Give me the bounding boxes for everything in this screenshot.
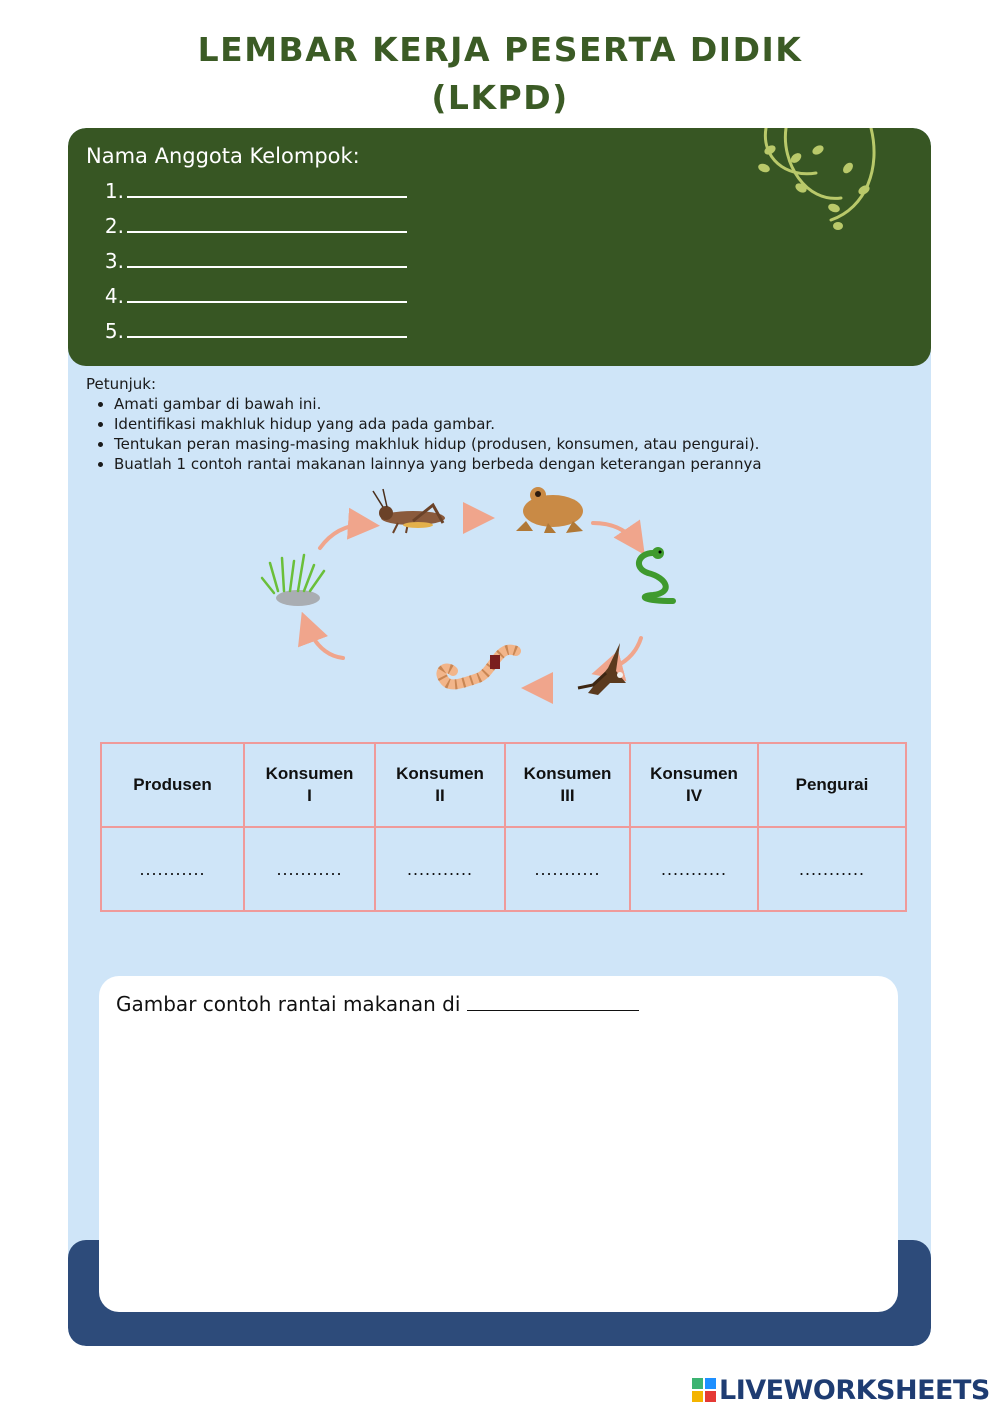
grass-icon bbox=[262, 555, 324, 606]
instructions-heading: Petunjuk: bbox=[86, 375, 157, 393]
answer-cell-konsumen-1[interactable]: ........... bbox=[244, 827, 375, 911]
grasshopper-icon bbox=[373, 489, 445, 533]
arrow-icon bbox=[306, 623, 343, 658]
instruction-item: • Amati gambar di bawah ini. bbox=[114, 394, 762, 414]
frog-icon bbox=[516, 487, 583, 533]
member-line-5 bbox=[98, 319, 418, 343]
table-header-row bbox=[101, 743, 906, 827]
liveworksheets-logo-icon bbox=[692, 1378, 716, 1402]
member-line-3 bbox=[98, 249, 418, 273]
member-number: 3. bbox=[104, 249, 124, 273]
role-table-wrapper bbox=[100, 742, 907, 912]
drawing-prompt: Gambar contoh rantai makanan di bbox=[116, 992, 639, 1016]
member-name-blank[interactable] bbox=[127, 252, 407, 268]
header-konsumen-2: Konsumen II bbox=[375, 743, 505, 827]
instruction-item: • Identifikasi makhluk hidup yang ada pada gambar. bbox=[114, 414, 762, 434]
liveworksheets-brand: LIVEWORKSHEETS bbox=[719, 1374, 990, 1406]
liveworksheets-logo bbox=[692, 1374, 990, 1406]
answer-cell-produsen[interactable]: ........... bbox=[101, 827, 244, 911]
worksheet-panel bbox=[68, 128, 931, 1346]
member-number: 5. bbox=[104, 319, 124, 343]
answer-cell-pengurai[interactable]: ........... bbox=[758, 827, 906, 911]
member-number: 2. bbox=[104, 214, 124, 238]
header-konsumen-3: Konsumen III bbox=[505, 743, 630, 827]
role-table bbox=[100, 742, 907, 912]
page-subtitle: (LKPD) bbox=[431, 78, 569, 117]
member-name-blank[interactable] bbox=[127, 322, 407, 338]
table-row bbox=[101, 827, 906, 911]
member-line-1 bbox=[98, 179, 418, 203]
arrow-icon bbox=[593, 523, 638, 545]
member-line-4 bbox=[98, 284, 418, 308]
food-chain-diagram bbox=[248, 483, 708, 713]
eagle-icon bbox=[578, 643, 626, 695]
member-number: 1. bbox=[104, 179, 124, 203]
instruction-item: • Tentukan peran masing-masing makhluk hidup (produsen, konsumen, atau pengurai). bbox=[114, 434, 762, 454]
header-pengurai: Pengurai bbox=[758, 743, 906, 827]
answer-cell-konsumen-3[interactable]: ........... bbox=[505, 827, 630, 911]
vine-decoration-icon bbox=[756, 128, 886, 234]
header-konsumen-4: Konsumen IV bbox=[630, 743, 758, 827]
worm-icon bbox=[441, 650, 516, 685]
member-name-blank[interactable] bbox=[127, 182, 407, 198]
instructions-list bbox=[86, 394, 762, 474]
answer-cell-konsumen-2[interactable]: ........... bbox=[375, 827, 505, 911]
header-produsen: Produsen bbox=[101, 743, 244, 827]
arrow-icon bbox=[320, 525, 368, 548]
members-title: Nama Anggota Kelompok: bbox=[86, 144, 360, 168]
member-line-2 bbox=[98, 214, 418, 238]
members-box bbox=[68, 128, 931, 366]
member-name-blank[interactable] bbox=[127, 287, 407, 303]
instructions bbox=[86, 374, 762, 474]
member-name-blank[interactable] bbox=[127, 217, 407, 233]
instruction-item: • Buatlah 1 contoh rantai makanan lainnya yang berbeda dengan keterangan perannya bbox=[114, 454, 762, 474]
location-blank[interactable] bbox=[467, 994, 639, 1011]
member-number: 4. bbox=[104, 284, 124, 308]
drawing-card[interactable] bbox=[99, 976, 898, 1312]
snake-icon bbox=[639, 547, 673, 601]
answer-cell-konsumen-4[interactable]: ........... bbox=[630, 827, 758, 911]
page-title: LEMBAR KERJA PESERTA DIDIK bbox=[197, 30, 803, 69]
arrow-icon bbox=[603, 638, 641, 671]
header-konsumen-1: Konsumen I bbox=[244, 743, 375, 827]
